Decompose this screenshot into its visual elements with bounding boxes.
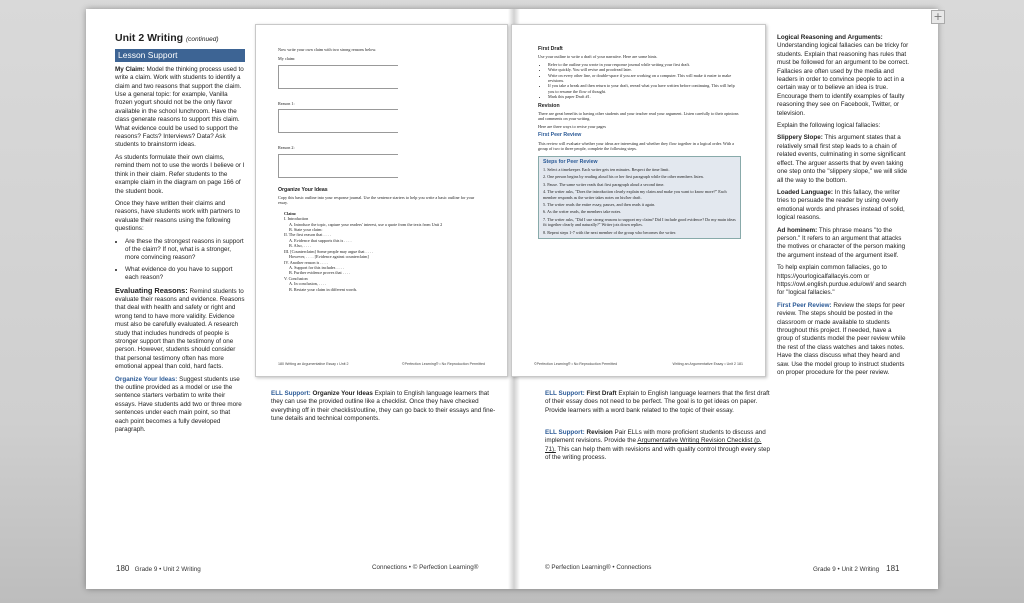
evaluating-reasons-paragraph: Evaluating Reasons: Remind students to evaluate their reasons and evidence. Reasons that deal with health and safety or right and wrong tend to have more validity. Evidence must also be carefully evaluated. A research study that includes hundreds of people is stronger support than the testimony of one person. However, students should consider that personal testimony often has more emotional appeal than cold, hard facts. <box>115 285 245 371</box>
reason1-label: Reason 1: <box>278 100 295 106</box>
step-item: 7. The writer asks, "Did I use strong reasons to support my claim? Did I include good evidence? Do my main ideas fit together clearly and naturally?" Writer jots down replies. <box>543 216 736 228</box>
step-item: 5. The writer reads the entire essay, pauses, and then reads it again. <box>543 201 656 207</box>
first-peer-review-paragraph: First Peer Review: Review the steps for peer review. The steps should be posted in the classroom or made available to students throughout this project. If needed, have a group of students model the peer review while the rest of the class watches and takes notes. Have the class discuss what they heard and saw. Use the model group to instruct students on proper procedure for the peer review. <box>777 301 906 377</box>
list-item: B. Further evidence proves that . . . . <box>289 270 351 276</box>
intro-text: Now write your own claim with two strong reasons below. <box>278 47 377 52</box>
list-item: • Write quickly. You will revise and proofread later. <box>548 67 741 72</box>
revision-title: Revision <box>538 102 560 109</box>
right-teacher-column <box>777 34 909 381</box>
peer-review-text: This review will evaluate whether your ideas are interesting and whether they flow together in a logical order. With a group of two to three people, complete the following steps. <box>538 140 735 152</box>
student-footer: ©Perfection Learning® • No Reproduction Permitted Writing an Argumentative Essay • Unit 2 181 <box>534 362 743 366</box>
list-item: • What evidence do you have to support each reason? <box>125 266 245 283</box>
ell-support-organize: ELL Support: Organize Your Ideas Explain to English language learners that they can use the provided outline like a checklist. Once they have checked everything off in their checklist/outline, they can go back to their essays and fine-tune details and technical components. <box>271 390 496 423</box>
paragraph: As students formulate their own claims, remind them not to use the words I believe or I think in their claim. Refer students to the example claim in the diagram on page 166 of the student book. <box>115 153 245 195</box>
step-item: 4. The writer asks, "Does the introduction clearly explain my claim and make you want to know more?" Each member responds as the writer takes notes on his/her draft. <box>543 189 727 200</box>
list-item: A. In conclusion, . . . . <box>289 281 327 287</box>
add-icon[interactable]: + <box>931 10 945 24</box>
ell-support-first-draft: ELL Support: First Draft Explain to English language learners that the first draft of their essay does not need to be perfect. The goal is to get ideas on paper. Provide learners with a word bank related to the topic of their essay. <box>545 390 770 414</box>
right-page-footer: Grade 9 • Unit 2 Writing 181 <box>813 564 900 573</box>
list-item: B. Also, . . . . <box>289 243 311 249</box>
reason1-write-box <box>278 109 398 133</box>
list-item: III. [Counterclaim] Some people may argue that . . . . <box>284 248 373 254</box>
list-item: II. The first reason that . . . . <box>284 232 331 238</box>
right-page-footer-center: © Perfection Learning® • Connections <box>545 564 652 571</box>
list-item: • Are these the strongest reasons in support of the claim? If not, what is a stronger, more convincing reason? <box>125 238 245 263</box>
organize-title: Organize Your Ideas <box>278 186 328 193</box>
list-item: V. Conclusion <box>284 275 308 281</box>
steps-box <box>538 156 741 239</box>
slippery-slope-paragraph: Slippery Slope: This argument states that a relatively small first step leads to a chain of related events, culminating in some significant effect. The arguer asserts that by even taking one step onto the "slippery slope," we will slide all the way to the bottom. <box>777 134 908 184</box>
list-item: • Mark this paper Draft #1. <box>548 94 741 99</box>
left-page-footer: 180 Grade 9 • Unit 2 Writing <box>116 564 201 573</box>
list-item: I. Introduction <box>284 216 309 222</box>
organize-text: Copy this basic outline into your response journal. Use the sentence starters to help you write a basic outline for your essay. <box>278 195 475 206</box>
reason2-label: Reason 2: <box>278 145 295 151</box>
student-page-left <box>255 24 508 377</box>
student-page-right <box>511 24 766 377</box>
list-item: IV. Another reason is . . . . <box>284 259 328 265</box>
list-item: • Write on every other line, or double-space if you are working on a computer. This will make it easier to make revisions. <box>548 73 741 84</box>
logical-reasoning-paragraph: Logical Reasoning and Arguments: Understanding logical fallacies can be tricky for students. Explain that reasoning has rules that must be followed for an argument to be correct. Fallacies are often used by the media and leaders in order to convince people to act in a certain way or to believe an idea is true. Encourage them to identify examples of faulty reasoning they see on Facebook, Twitter, or television. <box>777 34 909 117</box>
list-item: • If you take a break and then return to your draft, reread what you have written before continuing. This will help you to resume the flow of thought. <box>548 83 741 94</box>
list-item: • Refer to the outline you wrote in your response journal while writing your first draft. <box>548 62 741 67</box>
list-item: Claim: <box>284 210 297 216</box>
my-claim-label: My claim: <box>278 56 296 62</box>
revision-text-2: Here are three ways to revise your pages <box>538 123 607 129</box>
loaded-language-paragraph: Loaded Language: In this fallacy, the writer tries to persuade the reader by using overly emotional words and phrases instead of solid, logical reasons. <box>777 188 905 222</box>
help-paragraph: To help explain common fallacies, go to https://yourlogicalfallacyis.com or https://owl.english.purdue.edu/owl/ and search for "logical fallacies." <box>777 264 907 297</box>
list-item: B. State your claim: <box>289 227 323 233</box>
paragraph: Explain the following logical fallacies: <box>777 122 881 130</box>
my-claim-paragraph: My Claim: Model the thinking process used to write a claim. Work with students to identify a claim and two reasons that support the claim. Use a general topic: for example, Vanilla frozen yogurt should not be the only flavor available in the school lunchroom. Have the class generate reasons to support this claim. What evidence could be used to support the reasons? Facts? Interviews? Data? Ask students to brainstorm ideas. <box>115 65 244 149</box>
outline-list <box>284 211 485 292</box>
question-list <box>125 238 245 283</box>
list-item: A. Introduce the topic, capture your readers' interest, use a quote from the texts from Unit 2 <box>289 221 443 227</box>
page-number: 180 <box>116 564 130 573</box>
claim-write-box <box>278 65 398 89</box>
step-item: 1. Select a timekeeper. Each writer gets ten minutes. Respect the time limit. <box>543 166 670 172</box>
reason2-write-box <box>278 154 398 178</box>
revision-checklist-link[interactable]: Argumentative Writing Revision Checklist (p. 71). <box>545 437 762 453</box>
ell-support-revision: ELL Support: Revision Pair ELLs with more proficient students to discuss and implement revisions. Provide the Argumentative Writing Revision Checklist (p. 71). This can help them with revisions and with quality control through every step of the writing process. <box>545 429 770 462</box>
paragraph: Once they have written their claims and reasons, have students work with partners to evaluate their reasons using the following questions: <box>115 199 240 233</box>
revision-text: There are great benefits to having other students and your teacher read your argument. Listen carefully to their opinions and comments on your writing. <box>538 111 739 122</box>
list-item: A. Support for this includes . . . . <box>289 264 344 270</box>
ad-hominem-paragraph: Ad hominem: This phrase means "to the person." It refers to an argument that attacks the motives or character of the person making the argument instead of the argument itself. <box>777 226 906 259</box>
peer-review-title: First Peer Review <box>538 132 582 139</box>
left-teacher-column <box>115 34 245 438</box>
step-item: 8. Repeat steps 1-7 with the next member of the group who becomes the writer. <box>543 229 677 235</box>
first-draft-title: First Draft <box>538 46 563 52</box>
first-draft-list <box>548 62 741 100</box>
steps-title: Steps for Peer Review <box>543 158 598 165</box>
list-item: However, . . . . [Evidence against counterclaim] <box>289 254 369 260</box>
student-footer: 180 Writing an Argumentative Essay • Unit 2 ©Perfection Learning® • No Reproduction Permitted <box>278 362 485 366</box>
left-page-footer-center: Connections • © Perfection Learning® <box>372 564 479 571</box>
lesson-support-banner: Lesson Support <box>115 49 245 61</box>
unit-title: Unit 2 Writing (continued) <box>115 32 219 44</box>
step-item: 2. One person begins by reading aloud his or her first paragraph while the other members listen. <box>543 174 704 180</box>
first-draft-intro: Use your outline to write a draft of your narrative. Here are some hints. <box>538 54 658 60</box>
step-item: 3. Pause. The same writer reads that first paragraph aloud a second time. <box>543 181 665 187</box>
step-item: 6. As the writer reads, the members take notes. <box>543 209 622 215</box>
page-number: 181 <box>886 564 900 573</box>
list-item: B. Restate your claim in different words. <box>289 286 358 292</box>
organize-ideas-paragraph: Organize Your Ideas: Suggest students use the outline provided as a model or use the sentence starters verbatim to write their essays. Have students add two or three more sentences under each main point, so that each point becomes a fully developed paragraph. <box>115 375 242 434</box>
list-item: A. Evidence that supports this is . . . . <box>289 237 352 243</box>
